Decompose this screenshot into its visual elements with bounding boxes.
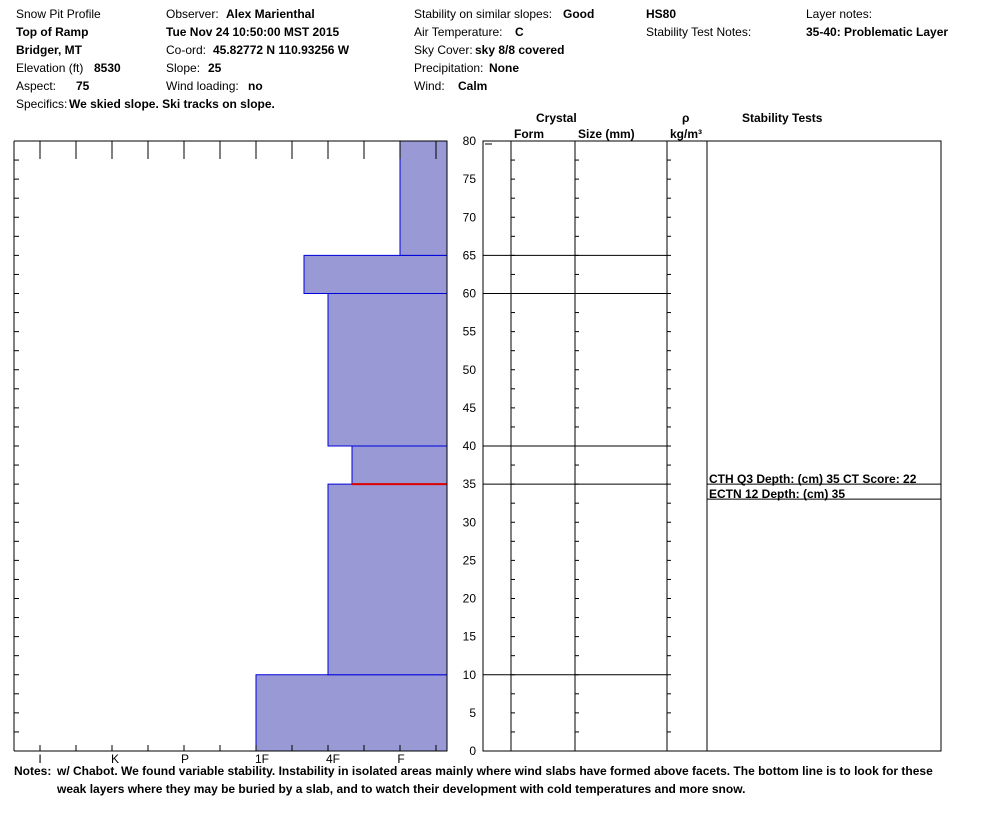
density-unit: kg/m³ bbox=[670, 127, 703, 141]
depth-tick-label: 65 bbox=[462, 248, 476, 263]
coord-label: Co-ord: bbox=[166, 43, 207, 57]
depth-tick-label: 80 bbox=[462, 134, 476, 148]
hardness-tick-label: P bbox=[180, 752, 190, 766]
slope-value: 25 bbox=[208, 61, 222, 75]
hardness-layer-bar bbox=[400, 141, 447, 255]
layer-notes-label: Layer notes: bbox=[806, 7, 873, 21]
elevation-label: Elevation (ft) bbox=[16, 61, 84, 75]
area-name: Bridger, MT bbox=[16, 43, 83, 57]
aspect-value: 75 bbox=[76, 79, 90, 93]
notes-label: Notes: bbox=[14, 764, 52, 778]
specifics-label: Specifics: bbox=[16, 97, 68, 111]
stability-test-notes-label: Stability Test Notes: bbox=[646, 25, 752, 39]
hardness-layer-bar bbox=[328, 294, 447, 447]
stability-label: Stability on similar slopes: bbox=[414, 7, 553, 21]
slope-label: Slope: bbox=[166, 61, 201, 75]
hardness-layer-bar bbox=[328, 484, 447, 675]
stability-value: Good bbox=[563, 7, 595, 21]
precip-label: Precipitation: bbox=[414, 61, 484, 75]
datetime: Tue Nov 24 10:50:00 MST 2015 bbox=[166, 25, 340, 39]
sky-cover-value: sky 8/8 covered bbox=[475, 43, 565, 57]
hardness-tick-label: 1F bbox=[254, 752, 270, 766]
notes-line-2: weak layers where they may be buried by a slab, and to watch their development with cold temperatures and more snow. bbox=[57, 782, 746, 796]
observer-value: Alex Marienthal bbox=[226, 7, 315, 21]
wind-loading-value: no bbox=[248, 79, 263, 93]
stability-test-entry: ECTN 12 Depth: (cm) 35 bbox=[709, 487, 846, 501]
aspect-label: Aspect: bbox=[16, 79, 57, 93]
stability-tests-header: Stability Tests bbox=[742, 111, 823, 125]
pit-title: Snow Pit Profile bbox=[16, 7, 101, 21]
observer-label: Observer: bbox=[166, 7, 219, 21]
depth-tick-label: 45 bbox=[462, 400, 476, 415]
depth-tick-label: 10 bbox=[462, 667, 476, 682]
notes-line-1: w/ Chabot. We found variable stability. Instability in isolated areas mainly where wind slabs have formed above facets. The bottom line is to look for these bbox=[57, 764, 933, 778]
depth-tick-label: 75 bbox=[462, 172, 476, 187]
hardness-layer-bar bbox=[256, 675, 447, 751]
air-temp-label: Air Temperature: bbox=[414, 25, 503, 39]
specifics-value: We skied slope. Ski tracks on slope. bbox=[69, 97, 275, 111]
stability-test-entry: CTH Q3 Depth: (cm) 35 CT Score: 22 bbox=[709, 472, 917, 486]
layer-notes-value: 35-40: Problematic Layer bbox=[806, 25, 949, 39]
wind-label: Wind: bbox=[414, 79, 445, 93]
density-symbol: ρ bbox=[682, 111, 690, 125]
depth-tick-label: 50 bbox=[462, 362, 476, 377]
total-snow-height: HS80 bbox=[646, 7, 677, 21]
depth-tick-label: 40 bbox=[462, 439, 476, 453]
hardness-tick-label: F bbox=[397, 752, 405, 766]
depth-tick-label: 30 bbox=[462, 515, 476, 530]
air-temp-value: C bbox=[515, 25, 524, 39]
form-header: Form bbox=[514, 127, 544, 141]
crystal-header: Crystal bbox=[536, 111, 577, 125]
hardness-layer-bar bbox=[352, 446, 447, 484]
hardness-tick-label: 4F bbox=[325, 752, 341, 766]
depth-tick-label: 0 bbox=[469, 744, 476, 758]
hardness-tick-label: I bbox=[38, 752, 42, 766]
coord-value: 45.82772 N 110.93256 W bbox=[213, 43, 350, 57]
depth-tick-label: 55 bbox=[462, 324, 476, 339]
sky-cover-label: Sky Cover: bbox=[414, 43, 473, 57]
depth-tick-label: 70 bbox=[462, 210, 476, 225]
wind-loading-label: Wind loading: bbox=[166, 79, 239, 93]
depth-tick-label: 5 bbox=[469, 705, 476, 720]
wind-value: Calm bbox=[458, 79, 488, 93]
size-header: Size (mm) bbox=[578, 127, 635, 141]
depth-tick-label: 35 bbox=[462, 477, 476, 492]
depth-tick-label: 20 bbox=[462, 591, 476, 606]
depth-tick-label: 25 bbox=[462, 553, 476, 568]
elevation-value: 8530 bbox=[94, 61, 121, 75]
depth-tick-label: 60 bbox=[462, 286, 476, 301]
location-name: Top of Ramp bbox=[16, 25, 89, 39]
hardness-tick-label: K bbox=[110, 752, 120, 766]
depth-tick-label: 15 bbox=[462, 629, 476, 644]
precip-value: None bbox=[489, 61, 519, 75]
hardness-layer-bar bbox=[304, 255, 447, 293]
